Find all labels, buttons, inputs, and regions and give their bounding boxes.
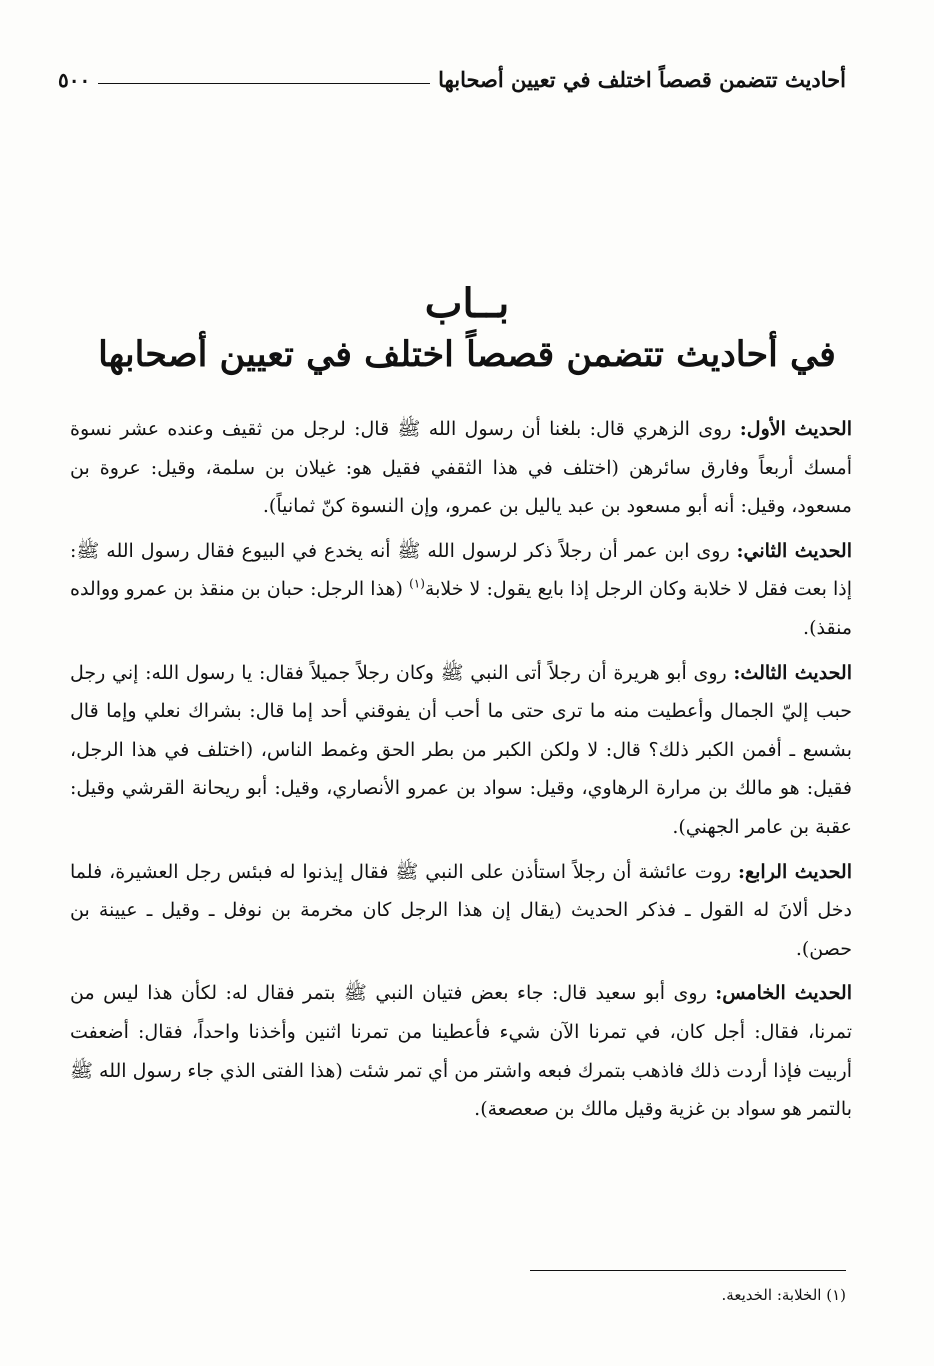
running-title: أحاديث تتضمن قصصاً اختلف في تعيين أصحابها bbox=[438, 67, 846, 92]
hadith-label: الحديث الخامس: bbox=[715, 982, 852, 1005]
hadith-paragraph bbox=[70, 974, 852, 1128]
chapter-heading bbox=[60, 278, 874, 380]
hadith-text: روى ابن عمر أن رجلاً ذكر لرسول الله ﷺ أنه يخدع في البيوع فقال رسول الله ﷺ: إذا بعت فقل لا خلابة وكان الرجل إذا بايع يقول: لا خلابة bbox=[70, 539, 853, 601]
running-header bbox=[58, 58, 846, 92]
hadith-text: روت عائشة أن رجلاً استأذن على النبي ﷺ فقال إيذنوا له فبئس رجل العشيرة، فلما دخل ألانَ له القول ـ فذكر الحديث (يقال إن هذا الرجل كان مخرمة بن نوفل ـ وقيل ـ عيينة بن حصن). bbox=[70, 860, 852, 960]
hadith-paragraph bbox=[70, 853, 852, 969]
hadith-paragraph bbox=[70, 532, 852, 648]
footnote-rule bbox=[530, 1270, 846, 1271]
footnote-reference[interactable]: (١) bbox=[409, 577, 425, 592]
chapter-title: في أحاديث تتضمن قصصاً اختلف في تعيين أصحابها bbox=[98, 334, 836, 375]
footnote: (١) الخلابة: الخديعة. bbox=[721, 1286, 846, 1304]
hadith-text: روى الزهري قال: بلغنا أن رسول الله ﷺ قال: لرجل من ثقيف وعنده عشر نسوة أمسك أربعاً وفارق سائرهن (اختلف في هذا الثقفي فقيل هو: غيلان بن سلمة، وقيل: عروة بن مسعود، وقيل: أنه أبو مسعود بن عبد ياليل بن عمرو، وإن النسوة كنّ ثمانياً). bbox=[70, 418, 852, 518]
body-text bbox=[70, 410, 852, 1135]
chapter-label: بــاب bbox=[424, 280, 510, 327]
header-rule bbox=[98, 83, 430, 84]
hadith-label: الحديث الأول: bbox=[739, 418, 852, 440]
hadith-paragraph bbox=[70, 410, 852, 526]
hadith-text-continued: (هذا الرجل: حبان بن منقذ بن عمرو ووالده منقذ). bbox=[70, 578, 852, 639]
hadith-label: الحديث الثاني: bbox=[736, 539, 853, 562]
hadith-text: روى أبو سعيد قال: جاء بعض فتيان النبي ﷺ بتمر فقال له: لكأن هذا ليس من تمرنا، فقال: أجل كان، في تمرنا الآن شيء فأعطينا من تمرنا اثنين وأخذنا واحداً، فقال: أضعفت أربيت فإذا أردت ذلك فاذهب بتمرك فبعه واشتر من أي تمر شئت (هذا الفتى الذي جاء رسول الله ﷺ بالتمر هو سواد بن غزية وقيل مالك بن صعصعة). bbox=[70, 982, 852, 1121]
hadith-paragraph bbox=[70, 654, 852, 847]
hadith-label: الحديث الرابع: bbox=[738, 860, 852, 883]
hadith-text: روى أبو هريرة أن رجلاً أتى النبي ﷺ وكان رجلاً جميلاً فقال: يا رسول الله: إني رجل حبب إليّ الجمال وأعطيت منه ما ترى حتى ما أحب أن يفوقني أحد إما قال: بشراك نعلي وإما قال بشسع ـ أفمن الكبر ذلك؟ قال: لا ولكن الكبر من بطر الحق وغمط الناس، (اختلف في هذا الرجل، فقيل: هو مالك بن مرارة الرهاوي، وقيل: سواد بن عمرو الأنصاري، وقيل: أبو ريحانة القرشي وقيل: عقبة بن عامر الجهني). bbox=[70, 661, 852, 838]
page-number: ٥٠٠ bbox=[58, 68, 91, 92]
hadith-label: الحديث الثالث: bbox=[733, 661, 852, 684]
